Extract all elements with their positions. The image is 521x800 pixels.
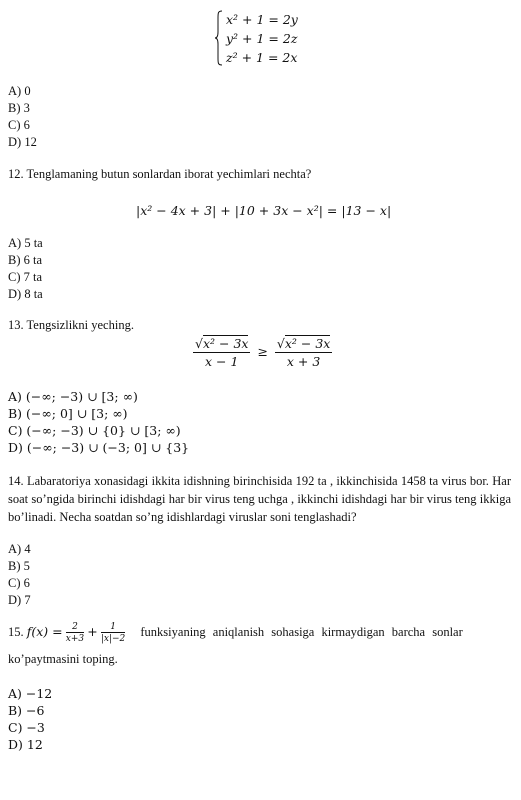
- q15-fraction-2-numerator: 1: [101, 622, 125, 633]
- q14-option-c: C) 6: [8, 576, 30, 590]
- q15-fraction-2: [101, 622, 125, 644]
- q15-number: 15.: [8, 624, 24, 639]
- q15-fraction-1-denominator: x+3: [65, 634, 85, 644]
- q14-option-d: D) 7: [8, 593, 31, 607]
- q12-option-b: B) 6 ta: [8, 253, 43, 267]
- q13-title: 13. Tengsizlikni yeching.: [8, 318, 134, 332]
- q13-lhs-fraction: [193, 336, 250, 369]
- q14-option-a: A) 4: [8, 542, 31, 556]
- q13-rhs-denominator: x + 3: [286, 354, 321, 369]
- q13-rhs-numerator: x² − 3x: [284, 336, 331, 351]
- q13-lhs-denominator: x − 1: [205, 354, 239, 369]
- q13-option-a: A) (−∞; −3) ∪ [3; ∞): [8, 389, 138, 404]
- q12-equation: |x² − 4x + 3| + |10 + 3x − x²| = |13 − x|: [136, 203, 392, 218]
- q14-text: 14. Labaratoriya xonasidagi ikkita idishning birinchisida 192 ta , ikkinchisida 1458 ta virus bor. Har soat so’ngida birinchi idishdagi har bir virus teng uchga , ikkinchi idishdagi har bir virus teng ikkiga bo’linadi. Necha soatdan so’ng idishlardagi viruslar soni tenglashadi?: [8, 474, 511, 524]
- q12-title: 12. Tenglamaning butun sonlardan iborat yechimlari nechta?: [8, 167, 312, 181]
- sqrt-icon: √: [276, 336, 285, 351]
- q13-lhs-numerator: x² − 3x: [202, 336, 249, 351]
- q12-option-a: A) 5 ta: [8, 236, 43, 250]
- q15-fraction-1: [66, 622, 84, 644]
- q13-option-d: D) (−∞; −3) ∪ (−3; 0] ∪ {3}: [8, 440, 190, 455]
- q15-line-1: [8, 622, 511, 644]
- q12-option-d: D) 8 ta: [8, 287, 43, 301]
- q15-option-b: B) −6: [8, 703, 45, 718]
- brace-icon: [214, 10, 223, 66]
- q15-text-after: funksiyaning aniqlanish sohasiga kirmaydigan barcha sonlar: [140, 624, 463, 639]
- q15-fraction-1-numerator: 2: [66, 622, 84, 633]
- q14-option-b: B) 5: [8, 559, 30, 573]
- sqrt-icon: √: [195, 336, 203, 351]
- q15-plus: +: [87, 623, 98, 639]
- system-equation-2: y² + 1 = 2z: [226, 31, 298, 46]
- q13-option-b: B) (−∞; 0] ∪ [3; ∞): [8, 406, 128, 421]
- q15-function-lhs: f(x) =: [26, 623, 63, 639]
- q15-option-d: D) 12: [8, 737, 43, 752]
- q13-relation: ≥: [257, 344, 268, 359]
- q12-option-c: C) 7 ta: [8, 270, 43, 284]
- q13-rhs-fraction: [275, 336, 332, 369]
- system-equation-1: x² + 1 = 2y: [226, 12, 298, 27]
- q15-line-2: ko’paytmasini toping.: [8, 652, 118, 666]
- q15-option-c: C) −3: [8, 720, 45, 735]
- q11-option-a: A) 0: [8, 84, 31, 98]
- q13-option-c: C) (−∞; −3) ∪ {0} ∪ [3; ∞): [8, 423, 181, 438]
- q11-option-b: B) 3: [8, 101, 30, 115]
- q15-option-a: A) −12: [8, 686, 53, 701]
- q13-inequality: [193, 336, 332, 369]
- system-equation-3: z² + 1 = 2x: [226, 50, 298, 65]
- q11-option-c: C) 6: [8, 118, 30, 132]
- q15-fraction-2-denominator: |x|−2: [100, 634, 126, 644]
- q11-option-d: D) 12: [8, 135, 37, 149]
